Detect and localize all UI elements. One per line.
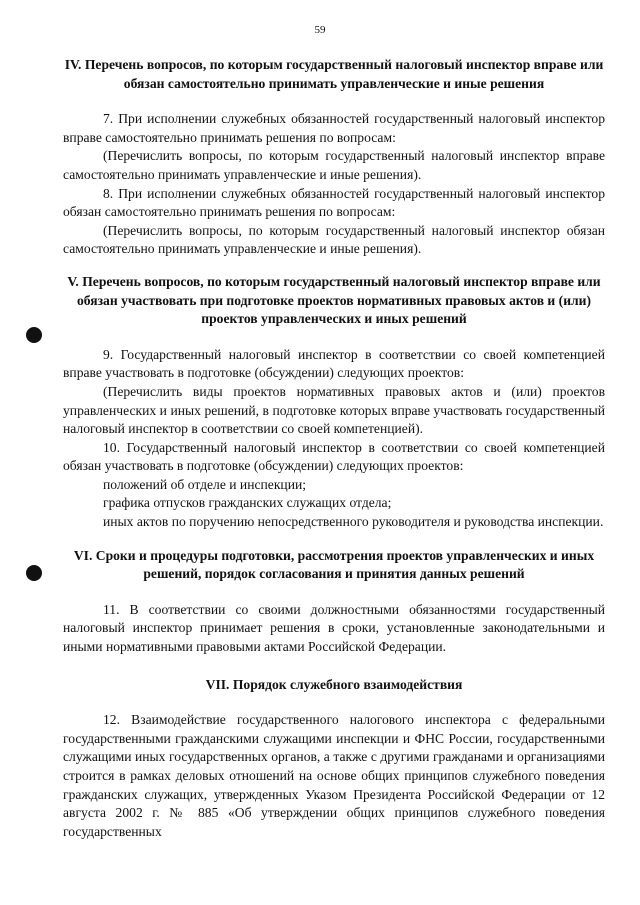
paragraph-7-note: (Перечислить вопросы, по которым государственный налоговый инспектор вправе самостоятельно принимать управленческие и иные решения). <box>63 148 605 182</box>
paragraph-7: 7. При исполнении служебных обязанностей государственный налоговый инспектор вправе самостоятельно принимать решения по вопросам: <box>63 111 605 145</box>
punch-hole <box>26 565 42 581</box>
section-4-heading: IV. Перечень вопросов, по которым государственный налоговый инспектор вправе или обязан самостоятельно принимать управленческие и иные решения <box>64 57 604 91</box>
document-body <box>63 56 605 841</box>
paragraph-12: 12. Взаимодействие государственного налогового инспектора с федеральными государственными гражданскими служащими инспекции и ФНС России, государственными служащими иных государственных органов, а также с другими гражданами и организациями строится в рамках деловых отношений на основе общих принципов служебного поведения гражданских служащих, утвержденных Указом Президента Российской Федерации от 12 августа 2002 г. № 885 «Об утверждении общих принципов служебного поведения государственных <box>63 712 605 839</box>
paragraph-8: 8. При исполнении служебных обязанностей государственный налоговый инспектор обязан самостоятельно принимать решения по вопросам: <box>63 185 605 220</box>
list-item: иных актов по поручению непосредственного руководителя и руководства инспекции. <box>103 514 604 530</box>
paragraph-8-note: (Перечислить вопросы, по которым государственный налоговый инспектор обязан самостоятельно принимать управленческие и иные решения). <box>63 222 605 257</box>
page-number: 59 <box>314 24 326 36</box>
section-5-heading: V. Перечень вопросов, по которым государственный налоговый инспектор вправе или обязан участвовать при подготовке проектов нормативных правовых актов и (или) проектов управленческих и иных решений <box>67 273 601 327</box>
paragraph-9: 9. Государственный налоговый инспектор в соответствии со своей компетенцией вправе участвовать в подготовке (обсуждении) следующих проектов: <box>63 346 605 381</box>
paragraph-9-note: (Перечислить виды проектов нормативных правовых актов и (или) проектов управленческих и иных решений, в подготовке которых вправе участвовать государственный налоговый инспектор в соответствии со своей компетенцией). <box>63 383 605 437</box>
section-7-heading: VII. Порядок служебного взаимодействия <box>205 676 463 692</box>
paragraph-11: 11. В соответствии со своими должностными обязанностями государственный налоговый инспектор принимает решения в сроки, установленные законодательными и иными нормативными правовыми актами Российской Федерации. <box>63 601 605 655</box>
section-6-heading: VI. Сроки и процедуры подготовки, рассмотрения проектов управленческих и иных решений, порядок согласования и принятия данных решений <box>73 547 595 582</box>
punch-hole <box>26 327 42 343</box>
list-item: положений об отделе и инспекции; <box>103 476 307 492</box>
paragraph-10: 10. Государственный налоговый инспектор в соответствии со своей компетенцией обязан участвовать в подготовке (обсуждении) следующих проектов: <box>63 439 605 474</box>
list-item: графика отпусков гражданских служащих отдела; <box>103 495 392 511</box>
